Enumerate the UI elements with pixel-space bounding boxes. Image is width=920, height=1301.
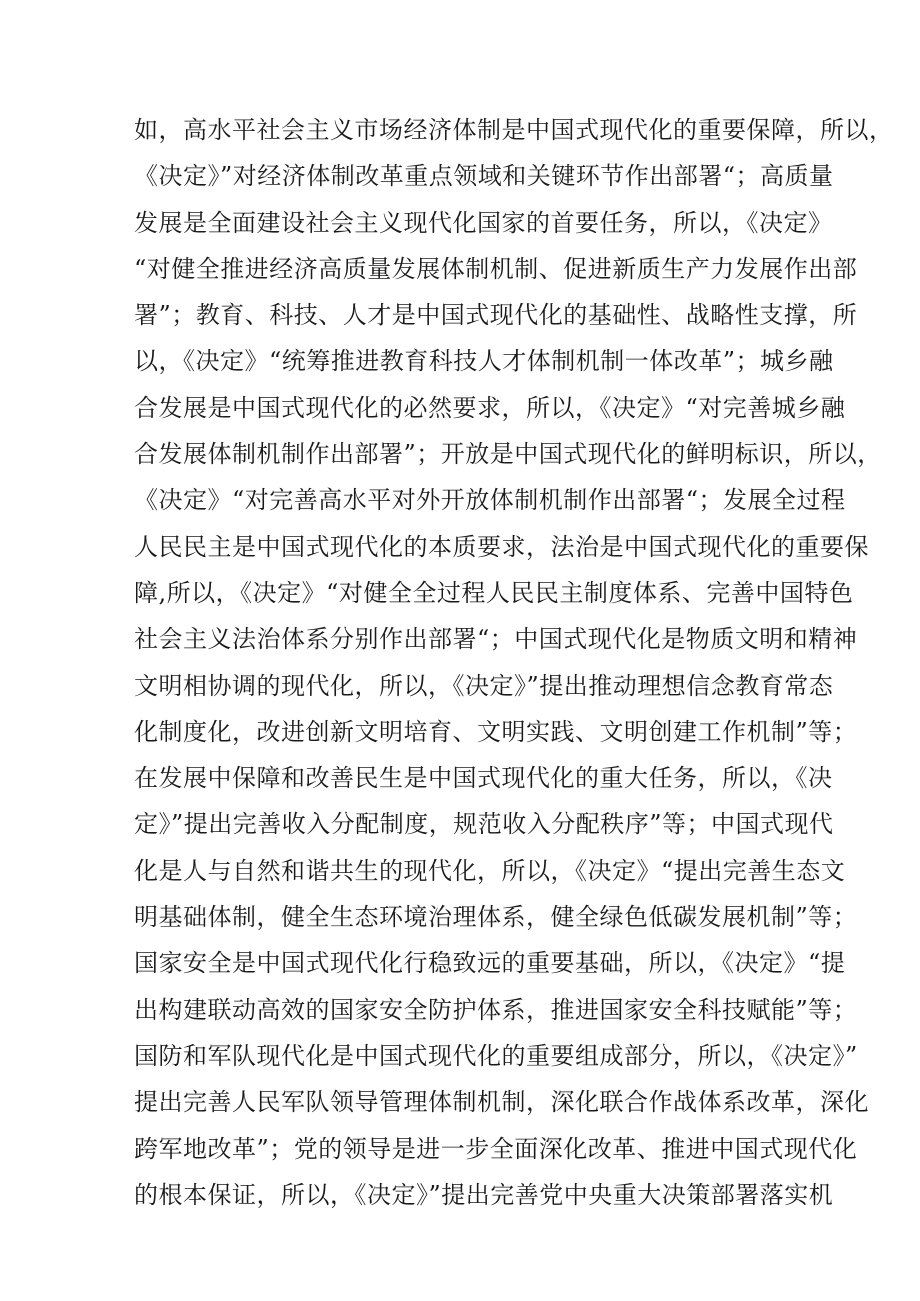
text-line-16: 定》”提出完善收入分配制度，规范收入分配秩序”等；中国式现代 <box>134 810 834 839</box>
text-line-17: 化是人与自然和谐共生的现代化，所以，《决定》“提出完善生态文 <box>134 856 846 885</box>
text-line-4: “对健全推进经济高质量发展体制机制、促进新质生产力发展作出部 <box>134 254 858 283</box>
text-line-1: 如，高水平社会主义市场经济体制是中国式现代化的重要保障，所以， <box>134 116 894 144</box>
text-line-12: 社会主义法治体系分别作出部署“；中国式现代化是物质文明和精神 <box>134 625 858 654</box>
text-line-3: 发展是全面建设社会主义现代化国家的首要任务，所以，《决定》 <box>134 208 833 237</box>
text-line-10: 人民民主是中国式现代化的本质要求，法治是中国式现代化的重要保 <box>134 532 869 561</box>
text-line-20: 出构建联动高效的国家安全防护体系，推进国家安全科技赋能”等； <box>134 995 858 1024</box>
text-line-2: 《决定》”对经济体制改革重点领域和关键环节作出部署“；高质量 <box>134 162 834 191</box>
text-line-21: 国防和军队现代化是中国式现代化的重要组成部分，所以，《决定》” <box>134 1041 858 1070</box>
text-line-8: 合发展体制机制作出部署”；开放是中国式现代化的鲜明标识，所以， <box>134 440 882 469</box>
text-line-13: 文明相协调的现代化，所以，《决定》”提出推动理想信念教育常态 <box>134 671 834 700</box>
text-line-9: 《决定》“对完善高水平对外开放体制机制作出部署“；发展全过程 <box>134 486 846 515</box>
body-paragraph <box>134 107 894 1218</box>
text-line-19: 国家安全是中国式现代化行稳致远的重要基础，所以，《决定》“提 <box>134 949 846 978</box>
text-line-6: 以，《决定》“统筹推进教育科技人才体制机制一体改革”；城乡融 <box>134 347 834 376</box>
text-line-14: 化制度化，改进创新文明培育、文明实践、文明创建工作机制”等； <box>134 717 858 746</box>
text-line-24: 的根本保证，所以，《决定》”提出完善党中央重大决策部署落实机 <box>134 1180 834 1209</box>
text-line-23: 跨军地改革”；党的领导是进一步全面深化改革、推进中国式现代化 <box>134 1134 858 1163</box>
text-line-7: 合发展是中国式现代化的必然要求，所以，《决定》“对完善城乡融 <box>134 393 846 422</box>
text-line-22: 提出完善人民军队领导管理体制机制，深化联合作战体系改革，深化 <box>134 1088 869 1117</box>
text-line-11: 障,所以，《决定》“对健全全过程人民民主制度体系、完善中国特色 <box>134 578 854 607</box>
text-line-15: 在发展中保障和改善民生是中国式现代化的重大任务，所以，《决 <box>134 764 833 793</box>
text-line-18: 明基础体制，健全生态环境治理体系，健全绿色低碳发展机制”等； <box>134 903 858 932</box>
text-line-5: 署”；教育、科技、人才是中国式现代化的基础性、战略性支撑，所 <box>134 301 858 330</box>
